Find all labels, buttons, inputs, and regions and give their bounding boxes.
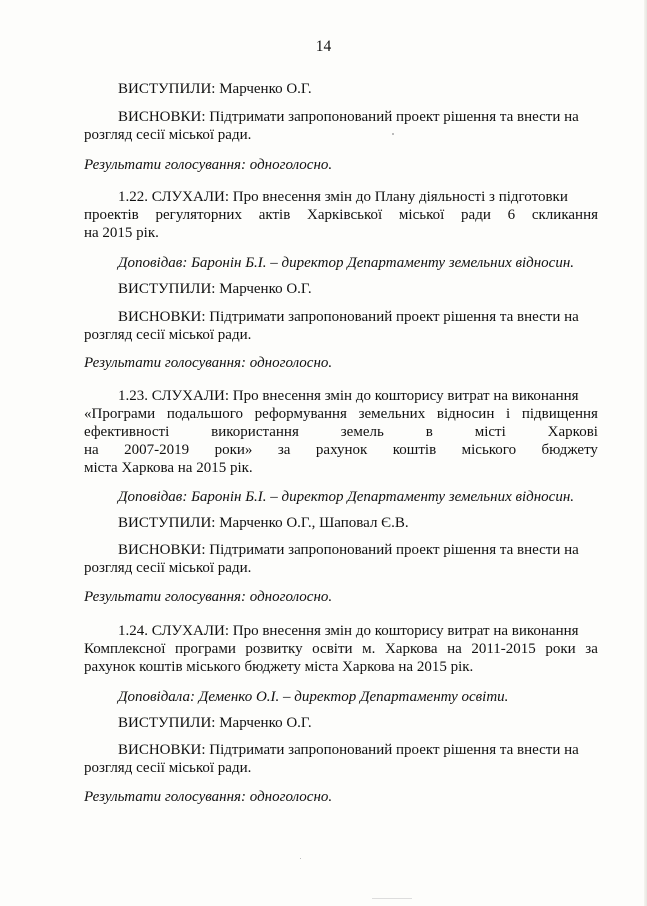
heard-line: 1.23. СЛУХАЛИ: Про внесення змін до кошторису витрат на виконання <box>118 388 579 404</box>
conclusions-line: ВИСНОВКИ: Підтримати запропонований проект рішення та внести на <box>118 309 579 325</box>
heard-line: Комплексної програми розвитку освіти м. Харкова на 2011-2015 роки за <box>84 641 598 657</box>
scan-speck <box>300 858 301 859</box>
conclusions-line: розгляд сесії міської ради. <box>84 127 252 143</box>
voting-result: Результати голосування: одноголосно. <box>84 355 333 371</box>
heard-line: на 2007-2019 роки» за рахунок коштів міського бюджету <box>84 442 598 458</box>
conclusions-line: розгляд сесії міської ради. <box>84 327 252 343</box>
reporter-line: Доповідала: Деменко О.І. – директор Департаменту освіти. <box>118 689 509 705</box>
speakers-line: ВИСТУПИЛИ: Марченко О.Г. <box>118 81 312 97</box>
heard-line: проектів регуляторних актів Харківської міської ради 6 скликання <box>84 207 598 223</box>
heard-line: на 2015 рік. <box>84 225 159 241</box>
conclusions-line: ВИСНОВКИ: Підтримати запропонований проект рішення та внести на <box>118 742 579 758</box>
reporter-line: Доповідав: Баронін Б.І. – директор Департаменту земельних відносин. <box>118 489 575 505</box>
heard-line: ефективності використання земель в місті Харкові <box>84 424 598 440</box>
heard-line: рахунок коштів міського бюджету міста Харкова на 2015 рік. <box>84 659 474 675</box>
heard-line: міста Харкова на 2015 рік. <box>84 460 253 476</box>
reporter-line: Доповідав: Баронін Б.І. – директор Департаменту земельних відносин. <box>118 255 575 271</box>
heard-line: 1.22. СЛУХАЛИ: Про внесення змін до Плану діяльності з підготовки <box>118 189 568 205</box>
conclusions-line: розгляд сесії міської ради. <box>84 760 252 776</box>
heard-line: «Програми подальшого реформування земельних відносин і підвищення <box>84 406 598 422</box>
conclusions-line: розгляд сесії міської ради. <box>84 560 252 576</box>
voting-result: Результати голосування: одноголосно. <box>84 157 333 173</box>
scan-speck <box>372 898 412 899</box>
speakers-line: ВИСТУПИЛИ: Марченко О.Г. <box>118 281 312 297</box>
scan-speck <box>392 133 394 135</box>
voting-result: Результати голосування: одноголосно. <box>84 589 333 605</box>
speakers-line: ВИСТУПИЛИ: Марченко О.Г., Шаповал Є.В. <box>118 515 409 531</box>
conclusions-line: ВИСНОВКИ: Підтримати запропонований проект рішення та внести на <box>118 542 579 558</box>
conclusions-line: ВИСНОВКИ: Підтримати запропонований проект рішення та внести на <box>118 109 579 125</box>
heard-line: 1.24. СЛУХАЛИ: Про внесення змін до кошторису витрат на виконання <box>118 623 579 639</box>
page-number: 14 <box>315 38 332 55</box>
voting-result: Результати голосування: одноголосно. <box>84 789 333 805</box>
speakers-line: ВИСТУПИЛИ: Марченко О.Г. <box>118 715 312 731</box>
